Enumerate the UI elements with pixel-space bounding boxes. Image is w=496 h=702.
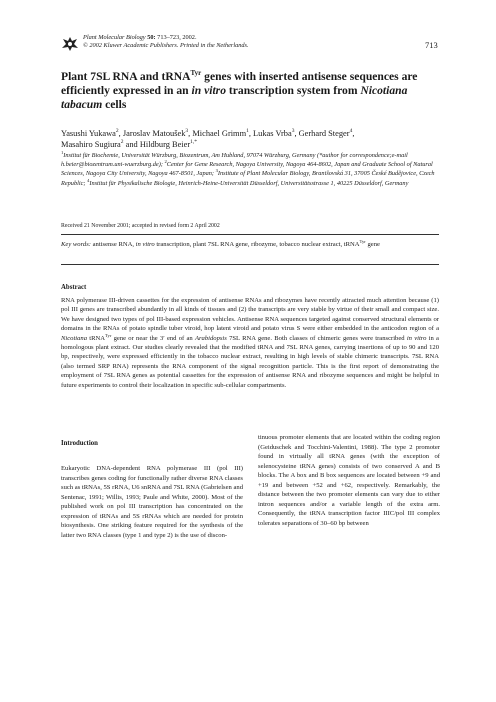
title-italic: Nicotiana tabacum bbox=[61, 84, 408, 111]
kluwer-logo-icon bbox=[61, 36, 79, 52]
author-name: Gerhard Steger bbox=[298, 129, 350, 138]
journal-name: Plant Molecular Biology bbox=[83, 34, 146, 41]
abstract-italic: in vitro bbox=[406, 334, 427, 342]
affiliation-mark: 3 bbox=[215, 168, 218, 174]
affiliation-mark: 1 bbox=[61, 149, 64, 155]
abstract-superscript: Tyr bbox=[105, 332, 112, 338]
keywords-superscript: Tyr bbox=[359, 238, 366, 244]
abstract-text: RNA polymerase III-driven cassettes for the expression of antisense RNAs and ribozymes have recently attracted much attention because (1) pol III genes are transcribed abundantly in all kinds of tissues and (2) the transcripts are very stable by virtue of their small and compact size. We have designed two types of pol III-based expression vehicles. Antisense RNA sequences targeted against conserved structural elements or domains in the RNAs of potato spindle tuber viroid, hop latent viroid and potato virus S were either embedded in the anticodon region of a bbox=[61, 297, 439, 333]
journal-volume: 50: bbox=[147, 34, 156, 41]
abstract-italic: Nicotiana bbox=[61, 334, 88, 342]
author-name: Yasushi Yukawa bbox=[61, 129, 116, 138]
affiliation-text: Institut für Biochemie, Universität Würzburg, Biozentrum, Am Hubland, 97074 Würzburg, Germany (*author for correspondence;e-mail h.beier@biozentrum.uni-wuerzburg.de); bbox=[61, 152, 408, 169]
abstract-text: tRNA bbox=[87, 334, 106, 342]
title-text: Plant 7SL RNA and tRNA bbox=[61, 70, 191, 83]
title-superscript: Tyr bbox=[190, 69, 202, 78]
keywords-label: Key words: bbox=[61, 241, 91, 248]
author-affiliation-mark: 2 bbox=[120, 139, 124, 146]
divider bbox=[61, 234, 439, 235]
title-text: cells bbox=[102, 98, 127, 111]
keywords-text: transcription, plant 7SL RNA gene, ribozyme, tobacco nuclear extract, tRNA bbox=[154, 241, 360, 248]
article-title bbox=[61, 70, 441, 112]
author-name: Masahiro Sugiura bbox=[61, 140, 121, 149]
abstract-text: 7SL RNA gene. Both classes of chimeric genes were transcribed bbox=[226, 334, 407, 342]
received-dates: Received 21 November 2001; accepted in revised form 2 April 2002 bbox=[61, 223, 220, 229]
right-column bbox=[258, 433, 440, 528]
title-text: transcription system from bbox=[226, 84, 361, 97]
author-affiliation-mark: 3 bbox=[291, 128, 295, 135]
abstract-text: in a homologous plant extract. Our studies clearly revealed that the modified tRNA and 7SL RNA genes, carrying insertions of up to 90 and 120 bp, respectively, were expressed efficiently in the tobacco nuclear extract, resulting in high levels of stable chimeric transcripts. 7SL RNA (also termed SRP RNA) represents the RNA component of the signal recognition particle. This is the first report of demonstrating the employment of 7SL RNA genes as potential cassettes for the expression of antisense RNA and ribozyme sequences and might be helpful in future experiments to control their localization in specific sub-cellular compartments. bbox=[61, 334, 439, 389]
journal-citation bbox=[83, 34, 249, 50]
journal-pages: 713–723, 2002. bbox=[157, 34, 197, 41]
author-affiliation-mark: 1 bbox=[246, 128, 249, 135]
author-affiliation-mark: 4 bbox=[349, 128, 353, 135]
author-name: Lukas Vrba bbox=[253, 129, 292, 138]
page-number: 713 bbox=[425, 40, 438, 50]
introduction-paragraph-continued: tinuous promoter elements that are located within the coding region (Geiduschek and Tocchini-Valentini, 1988). The type 2 promoter found in virtually all tRNA genes (with the exception of selenocysteine tRNA genes) consists of two conserved A and B blocks. The A box and B box sequences are located between +9 and +19 and between +52 and +62, respectively. Remarkably, the distance between the two promoter elements can vary due to either intron sequences and/or a variable length of the extra arm. Consequently, the tRNA transcription factor IIIC/pol III complex tolerates separations of 30–60 bp between bbox=[258, 434, 440, 527]
abstract-body bbox=[61, 296, 439, 390]
keywords-text: antisense RNA, bbox=[90, 241, 136, 248]
author-affiliation-mark: 1,* bbox=[190, 139, 198, 146]
title-text: genes with inserted antisense sequences are efficiently expressed in an bbox=[61, 70, 418, 97]
abstract-text: gene or near the 3′ end of an bbox=[111, 334, 195, 342]
title-italic: in vitro bbox=[191, 84, 226, 97]
affiliation-mark: 4 bbox=[87, 177, 90, 183]
author-list: Yasushi Yukawa$^2$, Jaroslav Matoušek$^3$, Michael Grimm$^1$, Lukas Vrba$^3$, Gerhard Steger$^4$, Masahiro Sugiura$^2$ and Hildburg Beier$^{1,*}$ bbox=[61, 128, 355, 149]
abstract-italic: Arabidopsis bbox=[194, 334, 227, 342]
introduction-heading: Introduction bbox=[61, 440, 98, 447]
author-name: Hildburg Beier bbox=[139, 140, 191, 149]
author-name: Michael Grimm bbox=[192, 129, 247, 138]
author-name: Jaroslav Matoušek bbox=[122, 129, 186, 138]
author-affiliation-mark: 3 bbox=[185, 128, 189, 135]
abstract-heading: Abstract bbox=[61, 284, 87, 291]
copyright-line: © 2002 Kluwer Academic Publishers. Printed in the Netherlands. bbox=[83, 42, 249, 49]
affiliation-text: Institute of Plant Molecular Biology, Branišovská 31, 37005 České Budějovice, Czech Republic; bbox=[61, 170, 435, 187]
introduction-paragraph: Eukaryotic DNA-dependent RNA polymerase III (pol III) transcribes genes coding for functionally rather diverse RNA classes such as tRNAs, 5S rRNA, U6 snRNA and 7SL RNA (Gabrielsen and Sentenac, 1991; Willis, 1993; Paule and White, 2000). Most of the published work on pol III transcription has concentrated on the expression of tRNAs and 5S rRNAs which are needed for protein biosynthesis. One striking feature required for the synthesis of the latter two RNA classes (type 1 and type 2) is the use of discon- bbox=[61, 465, 243, 539]
left-column bbox=[61, 464, 243, 540]
keywords-text: gene bbox=[365, 241, 380, 248]
affiliation-text: Institut für Physikalische Biologie, Heinrich-Heine-Universität Düsseldorf, Universitätsstrasse 1, 40225 Düsseldorf, Germany bbox=[89, 179, 409, 187]
keywords bbox=[61, 240, 441, 249]
divider bbox=[61, 264, 439, 265]
affiliation-mark: 2 bbox=[164, 159, 167, 165]
author-affiliation-mark: 2 bbox=[115, 128, 119, 135]
keywords-italic: in vitro bbox=[135, 241, 155, 248]
affiliations bbox=[61, 151, 441, 188]
affiliation-text: Center for Gene Research, Nagoya University, Nagoya 464-8602, Japan and Graduate School of Natural Sciences, Nagoya City University, Nagoya 467-8501, Japan; bbox=[61, 161, 433, 178]
